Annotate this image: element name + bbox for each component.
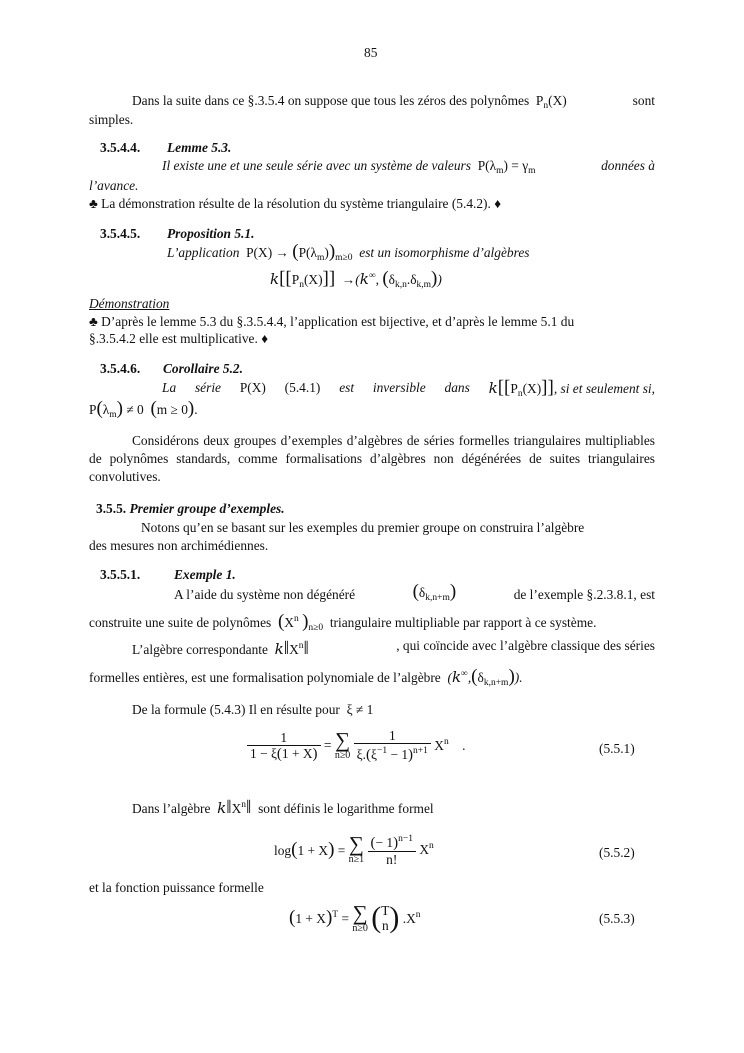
example-line3 bbox=[132, 638, 655, 658]
example-line2-math: ($X^n$ )$_{n\ge 0}$ bbox=[277, 611, 324, 633]
formula-intro-math: ξ ≠ 1 bbox=[343, 702, 374, 717]
eq1-label: (5.5.1) bbox=[599, 741, 635, 756]
club-icon: ♣ bbox=[89, 314, 98, 329]
corollary-w-la: La bbox=[162, 380, 177, 395]
example-line1-b: de l’exemple §.2.3.8.1, est bbox=[513, 587, 655, 602]
example-number: 3.5.5.1. bbox=[100, 567, 141, 582]
equation-5-5-1: $\frac{1}{1 - \xi(1 + X)}$ = ∑ n≥0 $\frac{1}{\xi.(\xi^{-1} - 1)^{n+1}}$ $X^n$ . bbox=[247, 728, 465, 763]
paragraph-groups-text: Considérons deux groupes d’exemples d’algèbres de séries formelles triangulaires multipliables de polynômes standards, comme formalisations d’algèbres non dégénérées de suites triangulaires convolutives. bbox=[89, 433, 655, 484]
proposition-formula: $k[[P_n(X)]] \to(k^\infty$, $(\delta_{k,n}.\delta_{k,m})$) bbox=[270, 268, 442, 290]
example-line1-math: $(\delta_{k,n+m})$ bbox=[412, 581, 457, 603]
intro-line bbox=[132, 93, 655, 114]
corollary-statement-line bbox=[162, 377, 655, 402]
eq2-frac: $\frac{(- 1)^{n-1}}{n!}$ bbox=[368, 832, 416, 867]
example-line4-math: $(k^\infty,(\delta_{k,n+m}))$. bbox=[444, 666, 523, 688]
lemma-proof-line bbox=[89, 196, 501, 212]
power-intro: et la fonction puissance formelle bbox=[89, 880, 264, 895]
proposition-proof-line2: §.3.5.4.2 elle est multiplicative. bbox=[89, 331, 258, 346]
corollary-math-algebra: $k[[P_n(X)]]$, si et seulement si, bbox=[488, 377, 655, 399]
example-title: Exemple 1. bbox=[174, 567, 236, 582]
eq2-label: (5.5.2) bbox=[599, 845, 635, 860]
log-intro-line bbox=[132, 797, 434, 817]
intro-text: Dans la suite dans ce §.3.5.4 on suppose que tous les zéros des polynômes bbox=[132, 93, 530, 108]
proposition-proof-line2-wrap bbox=[89, 331, 268, 347]
formula-intro: De la formule (5.4.3) Il en résulte pour bbox=[132, 702, 340, 717]
lemma-number: 3.5.4.4. bbox=[100, 140, 141, 155]
example-line2-b: triangulaire multipliable par rapport à ce système. bbox=[329, 615, 597, 630]
proposition-statement-b: est un isomorphisme d’algèbres bbox=[359, 245, 530, 260]
formula-intro-line bbox=[132, 702, 373, 718]
corollary-math-px: P(X) bbox=[239, 380, 266, 395]
eq1-lhs: $\frac{1}{1 - \xi(1 + X)}$ bbox=[247, 730, 321, 762]
page-number: 85 bbox=[364, 45, 378, 60]
example-line1 bbox=[174, 581, 655, 606]
eq1-sum: ∑ n≥0 bbox=[334, 728, 351, 761]
example-line1-a: A l’aide du système non dégénéré bbox=[174, 587, 356, 602]
corollary-ref: (5.4.1) bbox=[284, 380, 321, 395]
diamond-icon: ♦ bbox=[261, 331, 269, 346]
equation-5-5-2: log(1 + X) = ∑ n≥1 $\frac{(- 1)^{n-1}}{n!}$ $X^n$ bbox=[274, 832, 434, 867]
lemma-statement-c: l’avance. bbox=[89, 178, 139, 193]
section-line1-wrap bbox=[141, 519, 655, 537]
intro-text2: sont bbox=[632, 93, 655, 108]
intro-text3: simples. bbox=[89, 112, 134, 127]
corollary-w-est: est bbox=[339, 380, 355, 395]
eq3-label: (5.5.3) bbox=[599, 911, 635, 926]
log-intro-math: $k‖X^n‖$ bbox=[217, 797, 252, 818]
example-line3-a: L’algèbre correspondante bbox=[132, 642, 268, 657]
diamond-icon: ♦ bbox=[494, 196, 502, 211]
example-line4-a: formelles entières, est une formalisation polynomiale de l’algèbre bbox=[89, 670, 441, 685]
section-line1: Notons qu’en se basant sur les exemples du premier groupe on construira l’algèbre bbox=[141, 520, 585, 535]
log-intro-b: sont définis le logarithme formel bbox=[258, 801, 434, 816]
corollary-condition: $P(\lambda_m) \ne 0$ (m ≥ 0). bbox=[89, 398, 198, 420]
corollary-number: 3.5.4.6. bbox=[100, 361, 141, 376]
intro-math: $P_n(X)$ bbox=[532, 93, 567, 111]
log-intro-a: Dans l’algèbre bbox=[132, 801, 211, 816]
example-line2-a: construite une suite de polynômes bbox=[89, 615, 272, 630]
example-line3-b: , qui coïncide avec l’algèbre classique des séries bbox=[396, 638, 655, 653]
equation-5-5-3: $(1 + X)^T$ = ∑ n≥0 ( T n ) $.X^n$ bbox=[289, 900, 421, 934]
lemma-title: Lemme 5.3. bbox=[167, 140, 232, 155]
club-icon: ♣ bbox=[89, 196, 98, 211]
paragraph-groups bbox=[89, 432, 655, 486]
eq1-rhs: $\frac{1}{\xi.(\xi^{-1} - 1)^{n+1}}$ bbox=[354, 728, 431, 763]
example-line2 bbox=[89, 611, 596, 636]
lemma-statement-a: Il existe une et une seule série avec un système de valeurs bbox=[162, 158, 471, 173]
corollary-w-inversible: inversible bbox=[372, 380, 426, 395]
corollary-w-tail: , si et seulement si, bbox=[553, 381, 655, 396]
proposition-math: $P(X) \to (P(\lambda_m))_{m\ge 0}$ bbox=[242, 241, 353, 263]
proposition-title: Proposition 5.1. bbox=[167, 226, 255, 241]
section-heading bbox=[96, 501, 285, 517]
section-number: 3.5.5. bbox=[96, 501, 127, 516]
eq3-sum: ∑ n≥0 bbox=[352, 900, 368, 934]
corollary-w-serie: série bbox=[194, 380, 221, 395]
example-line3-math: $k‖X^n‖$ bbox=[274, 638, 309, 659]
proposition-statement-a: L’application bbox=[167, 245, 240, 260]
proposition-proof bbox=[89, 313, 655, 331]
corollary-w-dans: dans bbox=[444, 380, 470, 395]
proposition-proof-line1: D’après le lemme 5.3 du §.3.5.4.4, l’application est bijective, et d’après le lemme 5.1 du bbox=[101, 314, 575, 329]
corollary-title: Corollaire 5.2. bbox=[163, 361, 243, 376]
eq3-binom: ( T n ) bbox=[371, 901, 400, 934]
proposition-statement-line bbox=[167, 241, 530, 266]
lemma-math: $P(\lambda_m) = \gamma_m$ bbox=[474, 158, 536, 176]
section-line2: des mesures non archimédiennes. bbox=[89, 538, 269, 553]
lemma-statement-b: données à bbox=[601, 158, 655, 173]
lemma-statement-line bbox=[162, 158, 655, 179]
eq2-sum: ∑ n≥1 bbox=[348, 832, 365, 865]
example-line4 bbox=[89, 666, 523, 691]
lemma-proof: La démonstration résulte de la résolution du système triangulaire (5.4.2). bbox=[101, 196, 491, 211]
proof-label: Démonstration bbox=[89, 296, 170, 311]
section-title: Premier groupe d’exemples. bbox=[129, 501, 285, 516]
proposition-number: 3.5.4.5. bbox=[100, 226, 141, 241]
